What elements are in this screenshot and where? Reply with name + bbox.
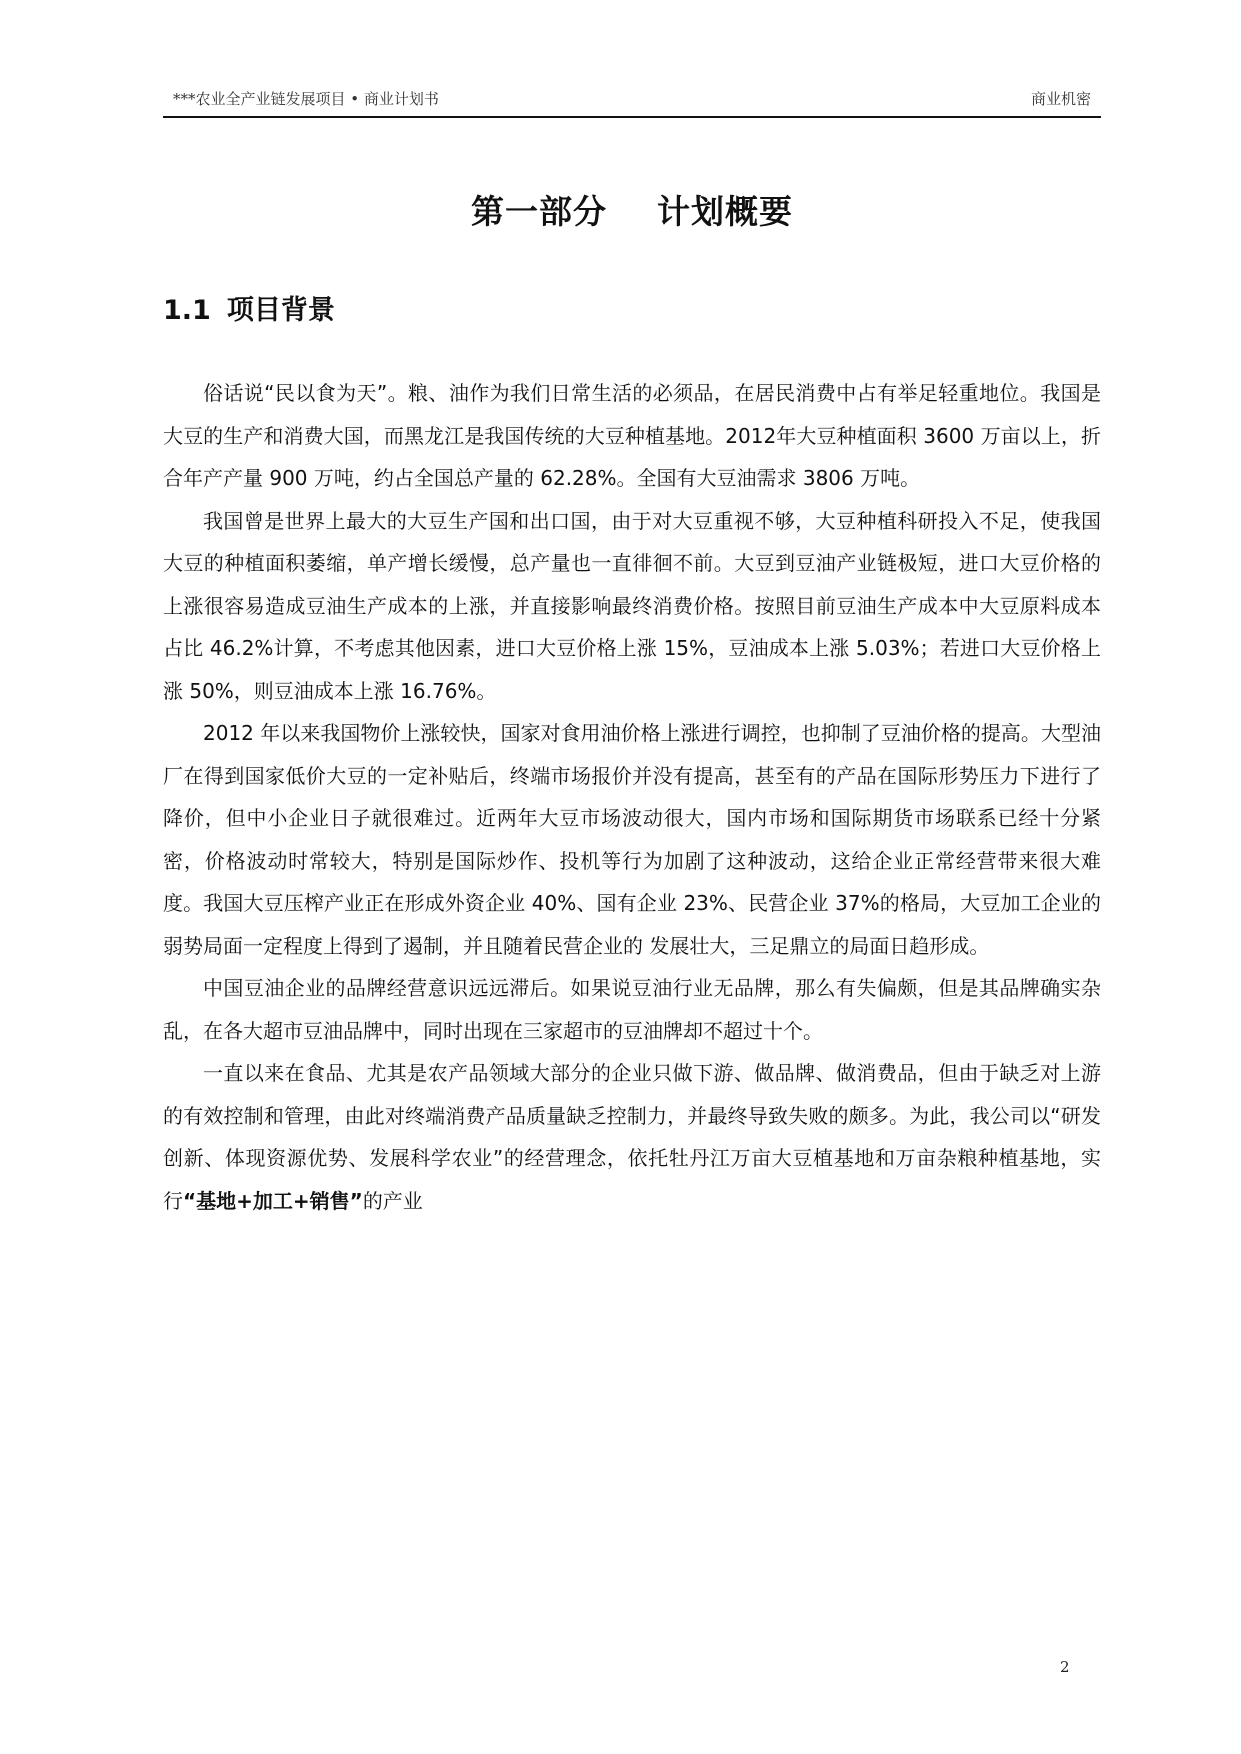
section-title: 项目背景 <box>226 295 335 326</box>
body-text <box>163 372 1101 1222</box>
paragraph-text: 一直以来在食品、尤其是农产品领域大部分的企业只做下游、做品牌、做消费品，但由于缺乏对上游的有效控制和管理，由此对终端消费产品质量缺乏控制力，并最终导致失败的颇多。为此，我公司以“研发创新、体现资源优势、发展科学农业”的经营理念，依托牡丹江万亩大豆植基地和万亩杂粮种植基地，实行 <box>163 1061 1101 1213</box>
page-header <box>163 86 1101 118</box>
paragraph: 中国豆油企业的品牌经营意识远远滞后。如果说豆油行业无品牌，那么有失偏颇，但是其品牌确实杂乱，在各大超市豆油品牌中，同时出现在三家超市的豆油牌却不超过十个。 <box>163 976 1101 1043</box>
paragraph: 我国曾是世界上最大的大豆生产国和出口国，由于对大豆重视不够，大豆种植科研投入不足，使我国大豆的种植面积萎缩，单产增长缓慢，总产量也一直徘徊不前。大豆到豆油产业链极短，进口大豆价格的上涨很容易造成豆油生产成本的上涨，并直接影响最终消费价格。按照目前豆油生产成本中大豆原料成本占比 46.2%计算，不考虑其他因素，进口大豆价格上涨 15%，豆油成本上涨 5.03%；若进口大豆价格上涨 50%，则豆油成本上涨 16.76%。 <box>163 508 1101 703</box>
emphasis-business-model: “基地+加工+销售” <box>183 1188 363 1213</box>
paragraph: 2012 年以来我国物价上涨较快，国家对食用油价格上涨进行调控，也抑制了豆油价格的提高。大型油厂在得到国家低价大豆的一定补贴后，终端市场报价并没有提高，甚至有的产品在国际形势压力下进行了降价，但中小企业日子就很难过。近两年大豆市场波动很大，国内市场和国际期货市场联系已经十分紧密，价格波动时常较大，特别是国际炒作、投机等行为加剧了这种波动，这给企业正常经营带来很大难度。我国大豆压榨产业正在形成外资企业 40%、国有企业 23%、民营企业 37%的格局，大豆加工企业的弱势局面一定程度上得到了遏制，并且随着民营企业的 发展壮大，三足鼎立的局面日趋形成。 <box>163 721 1101 958</box>
header-confidential-label: 商业机密 <box>1030 90 1091 108</box>
paragraph-text-end: 的产业 <box>362 1188 423 1213</box>
page-number: 2 <box>1060 1658 1070 1676</box>
section-heading <box>163 288 335 327</box>
chapter-title: 第一部分 计划概要 <box>471 192 793 231</box>
paragraph-last <box>163 1052 1101 1222</box>
paragraph: 俗话说“民以食为天”。粮、油作为我们日常生活的必须品，在居民消费中占有举足轻重地位。我国是大豆的生产和消费大国，而黑龙江是我国传统的大豆种植基地。2012年大豆种植面积 3600 万亩以上，折合年产产量 900 万吨，约占全国总产量的 62.28%。全国有大豆油需求 3806 万吨。 <box>163 381 1101 490</box>
section-number: 1.1 <box>163 295 211 326</box>
header-document-title: ***农业全产业链发展项目 • 商业计划书 <box>173 90 439 108</box>
